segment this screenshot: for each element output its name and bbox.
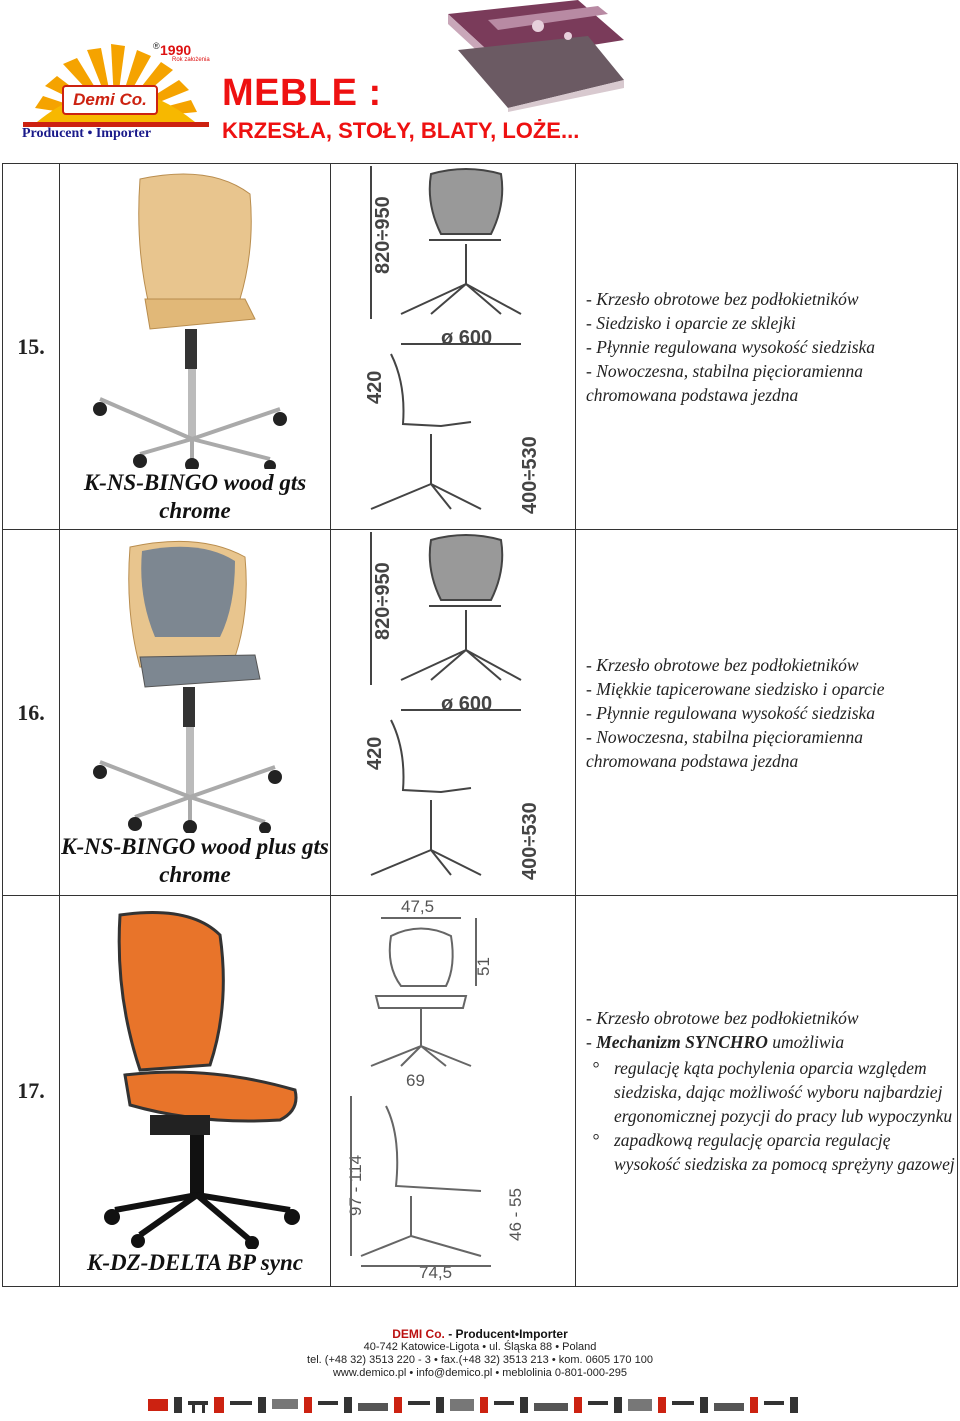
desc-line: - Krzesło obrotowe bez podłokietników xyxy=(586,654,859,675)
chair-photo xyxy=(80,537,310,833)
product-number: 17. xyxy=(3,896,60,1287)
product-photo-cell xyxy=(60,530,331,896)
list-item xyxy=(586,1128,957,1176)
footer xyxy=(0,1327,960,1380)
dim-height-range: 820÷950 xyxy=(372,562,394,640)
dim-base: 69 xyxy=(406,1071,425,1090)
dim-seat-range: 46 - 55 xyxy=(506,1188,525,1241)
dimension-drawing xyxy=(331,530,575,890)
desc-line: - Nowoczesna, stabilna pięcioramienna xyxy=(586,360,864,381)
product-row xyxy=(3,164,958,530)
bullet-icon: ° xyxy=(592,1058,599,1078)
dim-height-range: 97 - 114 xyxy=(346,1154,365,1216)
list-item-text: zapadkową regulację oparcia regulację wysokość siedziska za pomocą sprężyny gazowej xyxy=(614,1130,955,1174)
chair-photo xyxy=(80,905,310,1249)
product-row xyxy=(3,896,958,1287)
founding-year-caption: Rok założenia xyxy=(172,57,210,63)
product-row xyxy=(3,530,958,896)
dim-seat-range: 400÷530 xyxy=(519,436,541,514)
page-subtitle: KRZESŁA, STOŁY, BLATY, LOŻE... xyxy=(222,118,580,143)
product-description xyxy=(576,530,958,896)
desc-prefix: - xyxy=(586,1032,597,1052)
product-number: 15. xyxy=(3,164,60,530)
dim-diameter: ø 600 xyxy=(441,327,493,349)
bullet-icon: ° xyxy=(592,1130,599,1150)
mechanism-name: Mechanizm SYNCHRO xyxy=(596,1032,768,1052)
feature-list xyxy=(586,1056,957,1176)
chair-photo xyxy=(80,169,310,469)
desc-line: - Płynnie regulowana wysokość siedziska xyxy=(586,702,876,723)
desc-line: - Krzesło obrotowe bez podłokietników xyxy=(586,288,859,309)
dimension-drawing xyxy=(331,896,575,1281)
product-description xyxy=(576,896,958,1287)
product-description xyxy=(576,164,958,530)
footer-company-tag: - Producent•Importer xyxy=(444,1327,568,1341)
product-photo-cell xyxy=(60,896,331,1287)
footer-phones: tel. (+48 32) 3513 220 - 3 • fax.(+48 32) 3513 213 • kom. 0605 170 100 xyxy=(307,1354,653,1366)
list-item-text: regulację kąta pochylenia oparcia względem siedziska, dając możliwość wyboru najbardziej ergonomicznej pozycji do pracy lub wypoczynku xyxy=(614,1058,953,1126)
product-name: K-NS-BINGO wood plus gts chrome xyxy=(61,833,329,887)
desc-line: chromowana podstawa jezdna xyxy=(586,750,799,771)
dim-width: 47,5 xyxy=(401,897,435,916)
dim-seat: 420 xyxy=(364,736,386,770)
dim-seat-range: 400÷530 xyxy=(519,802,541,880)
dim-height-range: 820÷950 xyxy=(372,196,394,274)
product-table xyxy=(2,163,958,1287)
desc-line: - Krzesło obrotowe bez podłokietników xyxy=(586,1008,859,1028)
dim-diameter: ø 600 xyxy=(441,693,493,715)
technical-drawing xyxy=(331,164,576,530)
logo-tagline: Producent • Importer xyxy=(22,126,152,141)
furniture-icons-strip xyxy=(148,1393,808,1415)
desc-line: - Nowoczesna, stabilna pięcioramienna xyxy=(586,726,864,747)
footer-web: www.demico.pl • info@demico.pl • meblolinia 0-801-000-295 xyxy=(332,1367,627,1379)
founding-year: 1990 xyxy=(160,42,192,58)
technical-drawing xyxy=(331,530,576,896)
product-photo-cell xyxy=(60,164,331,530)
desc-line: - Płynnie regulowana wysokość siedziska xyxy=(586,336,876,357)
table-tops-image xyxy=(428,0,628,112)
registered-mark: ® xyxy=(153,41,160,51)
desc-rest: umożliwia xyxy=(767,1032,845,1052)
footer-company xyxy=(0,1327,960,1341)
dim-seat: 420 xyxy=(364,370,386,404)
footer-company-name: DEMI Co. xyxy=(392,1327,445,1341)
product-number: 16. xyxy=(3,530,60,896)
dimension-drawing xyxy=(331,164,575,524)
product-name: K-DZ-DELTA BP sync xyxy=(87,1250,303,1275)
technical-drawing xyxy=(331,896,576,1287)
dim-back-height: 51 xyxy=(474,957,493,976)
desc-line: - Siedzisko i oparcie ze sklejki xyxy=(586,312,796,333)
desc-line xyxy=(586,1030,957,1054)
desc-line: - Miękkie tapicerowane siedzisko i oparcie xyxy=(586,678,885,699)
desc-line: chromowana podstawa jezdna xyxy=(586,384,799,405)
page-title: MEBLE : xyxy=(222,72,382,114)
product-name: K-NS-BINGO wood gts chrome xyxy=(83,469,307,523)
dim-depth: 74,5 xyxy=(419,1263,453,1281)
logo-name: Demi Co. xyxy=(62,85,158,115)
list-item xyxy=(586,1056,957,1128)
footer-address: 40-742 Katowice-Ligota • ul. Śląska 88 • Poland xyxy=(363,1341,597,1353)
